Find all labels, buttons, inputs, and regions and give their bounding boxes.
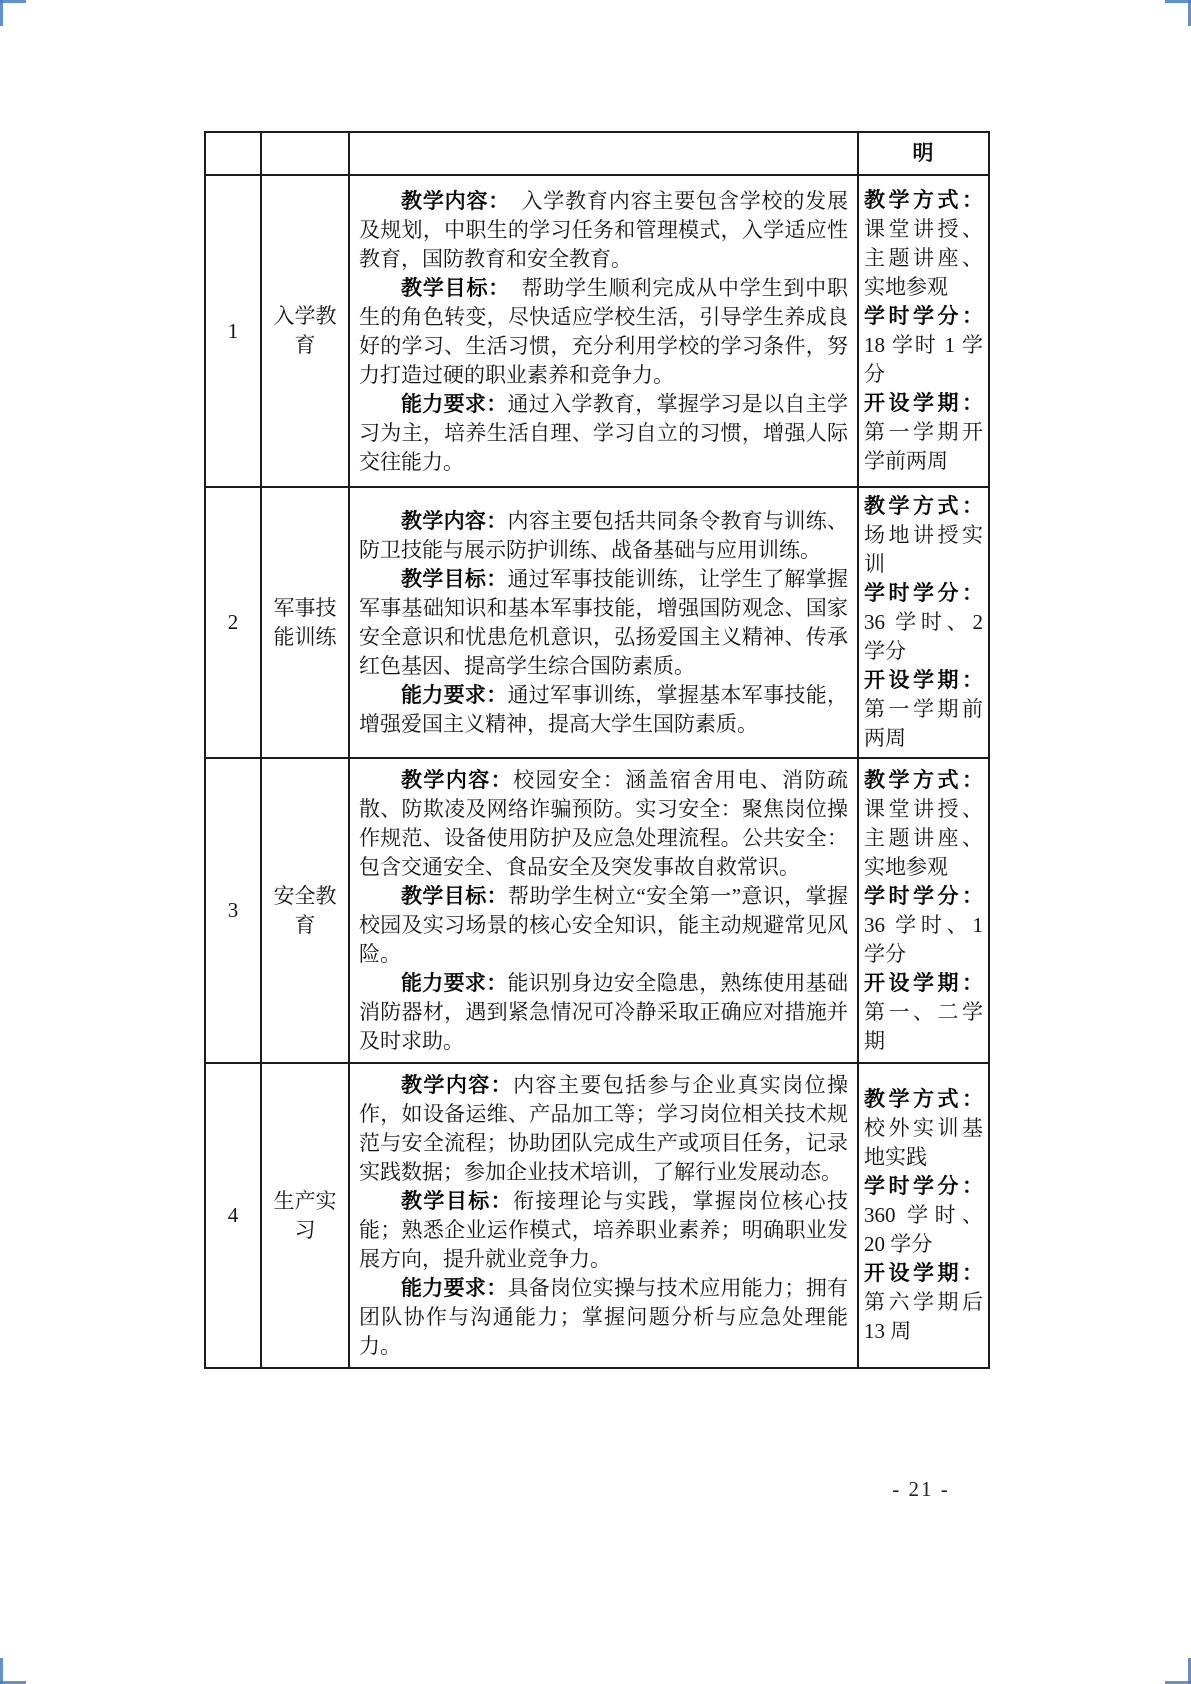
paragraph-label: 教学内容： (401, 769, 514, 792)
crop-mark-top-left (0, 0, 26, 3)
paragraph-label: 教学目标： (401, 568, 508, 591)
info-text: 课堂讲授、主题讲座、实地参观 (864, 796, 983, 879)
paragraph-text: 入学教育内容主要包含学校的发展及规划，中职生的学习任务和管理模式，入学适应性教育，国防教育和安全教育。 (359, 188, 848, 271)
paragraph-text: 校园安全：涵盖宿舍用电、消防疏散、防欺凌及网络诈骗预防。实习安全：聚焦岗位操作规范、设备使用防护及应急处理流程。公共安全：包含交通安全、食品安全及突发事故自救常识。 (359, 768, 849, 879)
header-cell-empty-2 (261, 132, 349, 175)
content-paragraph (359, 1071, 848, 1187)
course-content (349, 1063, 858, 1368)
info-label: 教学方式： (864, 495, 983, 518)
course-content (349, 487, 858, 758)
course-name: 军事技能训练 (261, 487, 349, 758)
table-body (205, 175, 989, 1368)
course-info (858, 487, 989, 758)
paragraph-text: 帮助学生树立“安全第一”意识，掌握校园及实习场景的核心安全知识，能主动规避常见风险。 (359, 884, 849, 966)
header-note: 明 (858, 132, 989, 175)
info-item (864, 186, 983, 302)
info-text: 课堂讲授、主题讲座、实地参观 (864, 217, 983, 299)
content-paragraph (359, 1187, 848, 1274)
info-label: 开设学期： (864, 1262, 983, 1285)
course-name: 入学教育 (261, 175, 349, 487)
course-info (858, 1063, 989, 1368)
table-row (205, 1063, 989, 1368)
course-info (858, 758, 989, 1063)
table-row (205, 487, 989, 758)
paragraph-text: 通过入学教育，掌握学习是以自主学习为主，培养生活自理、学习自立的习惯，增强人际交往能力。 (359, 391, 848, 474)
course-name: 生产实习 (261, 1063, 349, 1368)
content-paragraph (359, 274, 848, 390)
info-text: 18 学时 1 学分 (864, 333, 983, 386)
paragraph-label: 教学内容： (401, 1074, 514, 1097)
content-paragraph (359, 766, 848, 882)
header-cell-empty-3 (349, 132, 858, 175)
info-item (864, 389, 983, 476)
info-item (864, 302, 983, 389)
info-item (864, 1085, 983, 1172)
paragraph-text: 内容主要包括共同条令教育与训练、防卫技能与展示防护训练、战备基础与应用训练。 (359, 509, 848, 562)
paragraph-label: 能力要求： (401, 684, 508, 707)
paragraph-text: 能识别身边安全隐患，熟练使用基础消防器材，遇到紧急情况可冷静采取正确应对措施并及时求助。 (359, 971, 848, 1053)
row-number: 2 (205, 487, 261, 758)
info-text: 第一、二学期 (864, 999, 983, 1053)
row-number: 3 (205, 758, 261, 1063)
paragraph-text: 通过军事技能训练，让学生了解掌握军事基础知识和基本军事技能，增强国防观念、国家安全意识和忧患危机意识，弘扬爱国主义精神、传承红色基因、提高学生综合国防素质。 (359, 567, 848, 678)
info-text: 第一学期前两周 (864, 697, 983, 750)
paragraph-text: 内容主要包括参与企业真实岗位操作，如设备运维、产品加工等；学习岗位相关技术规范与安全流程；协助团队完成生产或项目任务，记录实践数据；参加企业技术培训，了解行业发展动态。 (359, 1073, 849, 1184)
info-item (864, 579, 983, 666)
info-label: 教学方式： (864, 1088, 983, 1111)
content-paragraph (359, 390, 848, 477)
content-paragraph (359, 187, 848, 274)
paragraph-label: 教学目标： (401, 1190, 514, 1213)
table-header-row (205, 132, 989, 175)
course-content (349, 758, 858, 1063)
paragraph-label: 能力要求： (401, 1277, 508, 1300)
paragraph-label: 教学目标： (401, 276, 500, 300)
content-paragraph (359, 565, 848, 681)
info-item (864, 882, 983, 969)
crop-mark-top-left-v (0, 0, 3, 26)
info-label: 学时学分： (864, 582, 983, 605)
info-text: 36 学时、1 学分 (864, 912, 983, 966)
paragraph-label: 教学内容： (401, 510, 508, 533)
crop-mark-bottom-left-v (0, 1658, 3, 1684)
course-name: 安全教育 (261, 758, 349, 1063)
info-item (864, 969, 983, 1056)
course-content (349, 175, 858, 487)
info-text: 360 学时、20 学分 (864, 1203, 983, 1256)
paragraph-label: 教学内容： (401, 189, 500, 213)
content-paragraph (359, 507, 848, 565)
course-info (858, 175, 989, 487)
info-item (864, 666, 983, 753)
content-paragraph (359, 969, 848, 1056)
paragraph-label: 能力要求： (401, 972, 508, 995)
info-label: 开设学期： (864, 669, 983, 692)
info-label: 教学方式： (864, 768, 983, 792)
info-item (864, 492, 983, 579)
info-label: 教学方式： (864, 189, 983, 212)
table-row (205, 758, 989, 1063)
info-text: 第一学期开学前两周 (864, 420, 983, 473)
info-text: 第六学期后 13 周 (864, 1290, 983, 1343)
info-item (864, 1172, 983, 1259)
info-item (864, 1259, 983, 1346)
info-label: 学时学分： (864, 1175, 983, 1198)
info-item (864, 766, 983, 882)
paragraph-label: 教学目标： (401, 885, 508, 908)
table-row (205, 175, 989, 487)
paragraph-text: 具备岗位实操与技术应用能力；拥有团队协作与沟通能力；掌握问题分析与应急处理能力。 (359, 1276, 848, 1358)
info-label: 学时学分： (864, 884, 983, 908)
content-paragraph (359, 681, 848, 739)
row-number: 1 (205, 175, 261, 487)
row-number: 4 (205, 1063, 261, 1368)
content-paragraph (359, 1274, 848, 1361)
page-number: - 21 - (892, 1477, 950, 1501)
header-cell-empty-1 (205, 132, 261, 175)
info-text: 场地讲授实训 (864, 523, 983, 576)
content-paragraph (359, 882, 848, 969)
info-label: 开设学期： (864, 392, 983, 415)
curriculum-table (204, 131, 990, 1369)
paragraph-label: 能力要求： (401, 392, 508, 416)
info-text: 校外实训基地实践 (864, 1116, 983, 1169)
paragraph-text: 衔接理论与实践，掌握岗位核心技能；熟悉企业运作模式，培养职业素养；明确职业发展方向，提升就业竞争力。 (359, 1189, 849, 1271)
info-label: 学时学分： (864, 305, 983, 328)
paragraph-text: 帮助学生顺利完成从中学生到中职生的角色转变，尽快适应学校生活，引导学生养成良好的学习、生活习惯，充分利用学校的学习条件，努力打造过硬的职业素养和竞争力。 (359, 275, 848, 387)
info-label: 开设学期： (864, 971, 983, 995)
info-text: 36 学时、2 学分 (864, 610, 983, 663)
paragraph-text: 通过军事训练，掌握基本军事技能，增强爱国主义精神，提高大学生国防素质。 (359, 683, 848, 736)
